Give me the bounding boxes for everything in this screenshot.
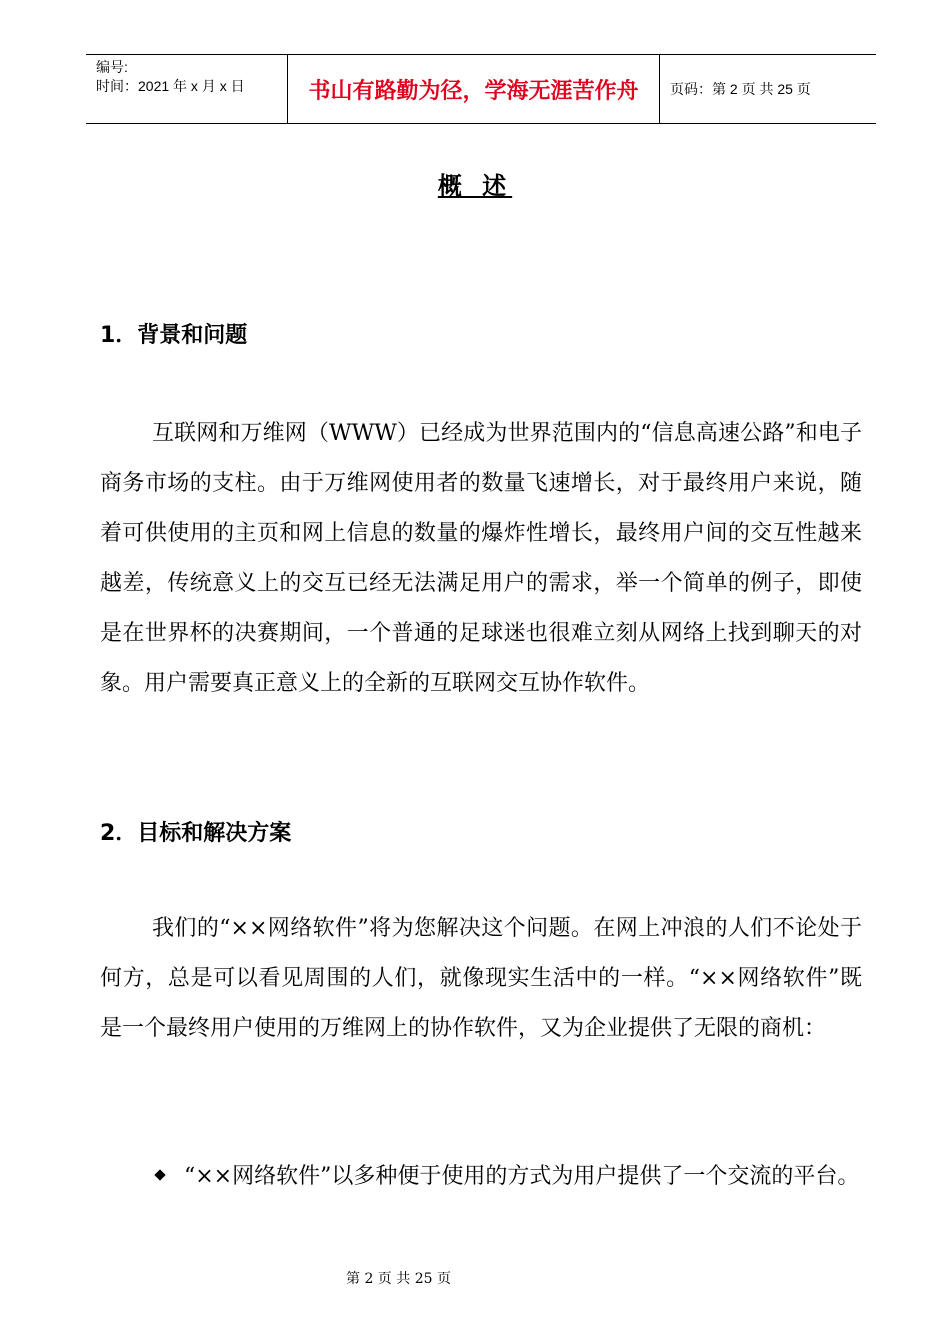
page-footer: 第 2 页 共 25 页 (346, 1271, 451, 1287)
page-title: 概 述 (437, 172, 513, 200)
section-heading-solution: 2．目标和解决方案 (100, 821, 292, 846)
diamond-bullet-icon (154, 1169, 165, 1180)
header-motto: 书山有路勤为径，学海无涯苦作舟 (288, 55, 660, 123)
header-page-label: 页码：第 2 页 共 25 页 (670, 81, 811, 97)
section-heading-background: 1．背景和问题 (100, 323, 248, 348)
section-paragraph-solution: 我们的“××网络软件”将为您解决这个问题。在网上冲浪的人们不论处于何方，总是可以看见周围的人们，就像现实生活中的一样。“××网络软件”既是一个最终用户使用的万维网上的协作软件，又为企业提供了无限的商机： (100, 916, 862, 1041)
section-paragraph-background: 互联网和万维网（WWW）已经成为世界范围内的“信息高速公路”和电子商务市场的支柱。由于万维网使用者的数量飞速增长，对于最终用户来说，随着可供使用的主页和网上信息的数量的爆炸性增长，最终用户间的交互性越来越差，传统意义上的交互已经无法满足用户的需求，举一个简单的例子，即使是在世界杯的决赛期间，一个普通的足球迷也很难立刻从网络上找到聊天的对象。用户需要真正意义上的全新的互联网交互协作软件。 (100, 421, 862, 696)
header-time-label: 时间：2021 年 x 月 x 日 (96, 78, 245, 94)
bullet-text: “××网络软件”以多种便于使用的方式为用户提供了一个交流的平台。 (184, 1164, 860, 1189)
header-meta (86, 55, 288, 123)
bullet-list-item (100, 1152, 862, 1202)
header-number-label: 编号: (96, 59, 128, 75)
document-header (86, 54, 876, 124)
